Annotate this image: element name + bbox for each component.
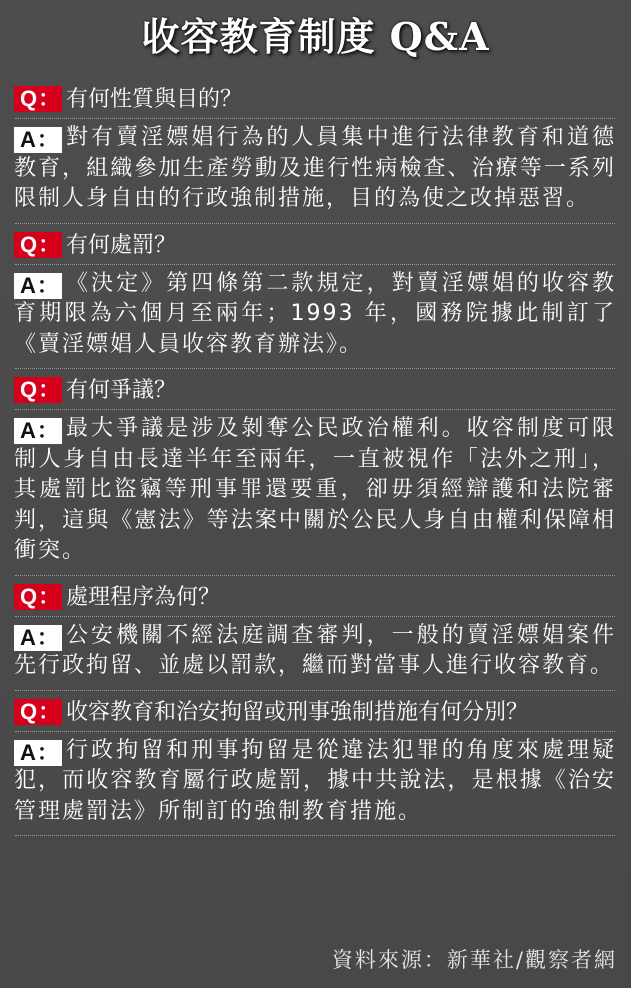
answer-text: 《決定》第四條第二款規定，對賣淫嫖娼的收容教育期限為六個月至兩年；1993 年，國務院據此制訂了《賣淫嫖娼人員收容教育辦法》。: [14, 270, 616, 357]
question-text: 處理程序為何？: [66, 584, 221, 610]
question-badge: Q：: [14, 232, 62, 258]
answer-badge: A：: [14, 625, 62, 651]
question-text: 收容教育和治安拘留或刑事強制措施有何分別？: [66, 699, 529, 725]
divider: [15, 368, 615, 369]
question-row: [14, 695, 616, 731]
answer-row: [14, 119, 616, 215]
source-credit: 資料來源：新華社/觀察者網: [331, 948, 617, 972]
question-text: 有何性質與目的？: [66, 87, 243, 112]
divider: [15, 223, 615, 224]
qa-list: [0, 82, 631, 840]
question-text: 有何爭議？: [66, 378, 177, 403]
question-badge: Q：: [14, 377, 62, 403]
question-row: [14, 373, 616, 409]
question-row: [14, 82, 616, 118]
answer-row: [14, 410, 616, 567]
divider: [15, 690, 615, 691]
answer-badge: A：: [14, 418, 62, 444]
question-row: [14, 580, 616, 616]
answer-text: 行政拘留和刑事拘留是從違法犯罪的角度來處理疑犯，而收容教育屬行政處罰，據中共說法，是根據《治安管理處罰法》所制訂的強制教育措施。: [14, 737, 616, 824]
question-text: 有何處罰？: [66, 232, 177, 258]
question-badge: Q：: [14, 699, 62, 725]
answer-badge: A：: [14, 273, 62, 299]
divider: [15, 575, 615, 576]
page-title: 收容教育制度 Q&A: [141, 14, 490, 59]
question-badge: Q：: [14, 86, 62, 112]
answer-row: [14, 732, 616, 828]
answer-text: 公安機關不經法庭調查審判，一般的賣淫嫖娼案件先行政拘留、並處以罰款，繼而對當事人進行收容教育。: [14, 622, 616, 678]
question-badge: Q：: [14, 584, 62, 610]
answer-badge: A：: [14, 127, 62, 153]
answer-text: 對有賣淫嫖娼行為的人員集中進行法律教育和道德教育，組織參加生產勞動及進行性病檢查、治療等一系列限制人身自由的行政強制措施，目的為使之改掉惡習。: [14, 125, 616, 211]
question-row: [14, 228, 616, 264]
divider: [15, 835, 615, 836]
answer-row: [14, 265, 616, 361]
answer-text: 最大爭議是涉及剝奪公民政治權利。收容制度可限制人身自由長達半年至兩年，一直被視作「法外之刑」，其處罰比盜竊等刑事罪還要重，卻毋須經辯護和法院審判，這與《憲法》等法案中關於公民人身自由權利保障相衝突。: [14, 416, 616, 563]
answer-badge: A：: [14, 740, 62, 766]
answer-row: [14, 617, 616, 682]
